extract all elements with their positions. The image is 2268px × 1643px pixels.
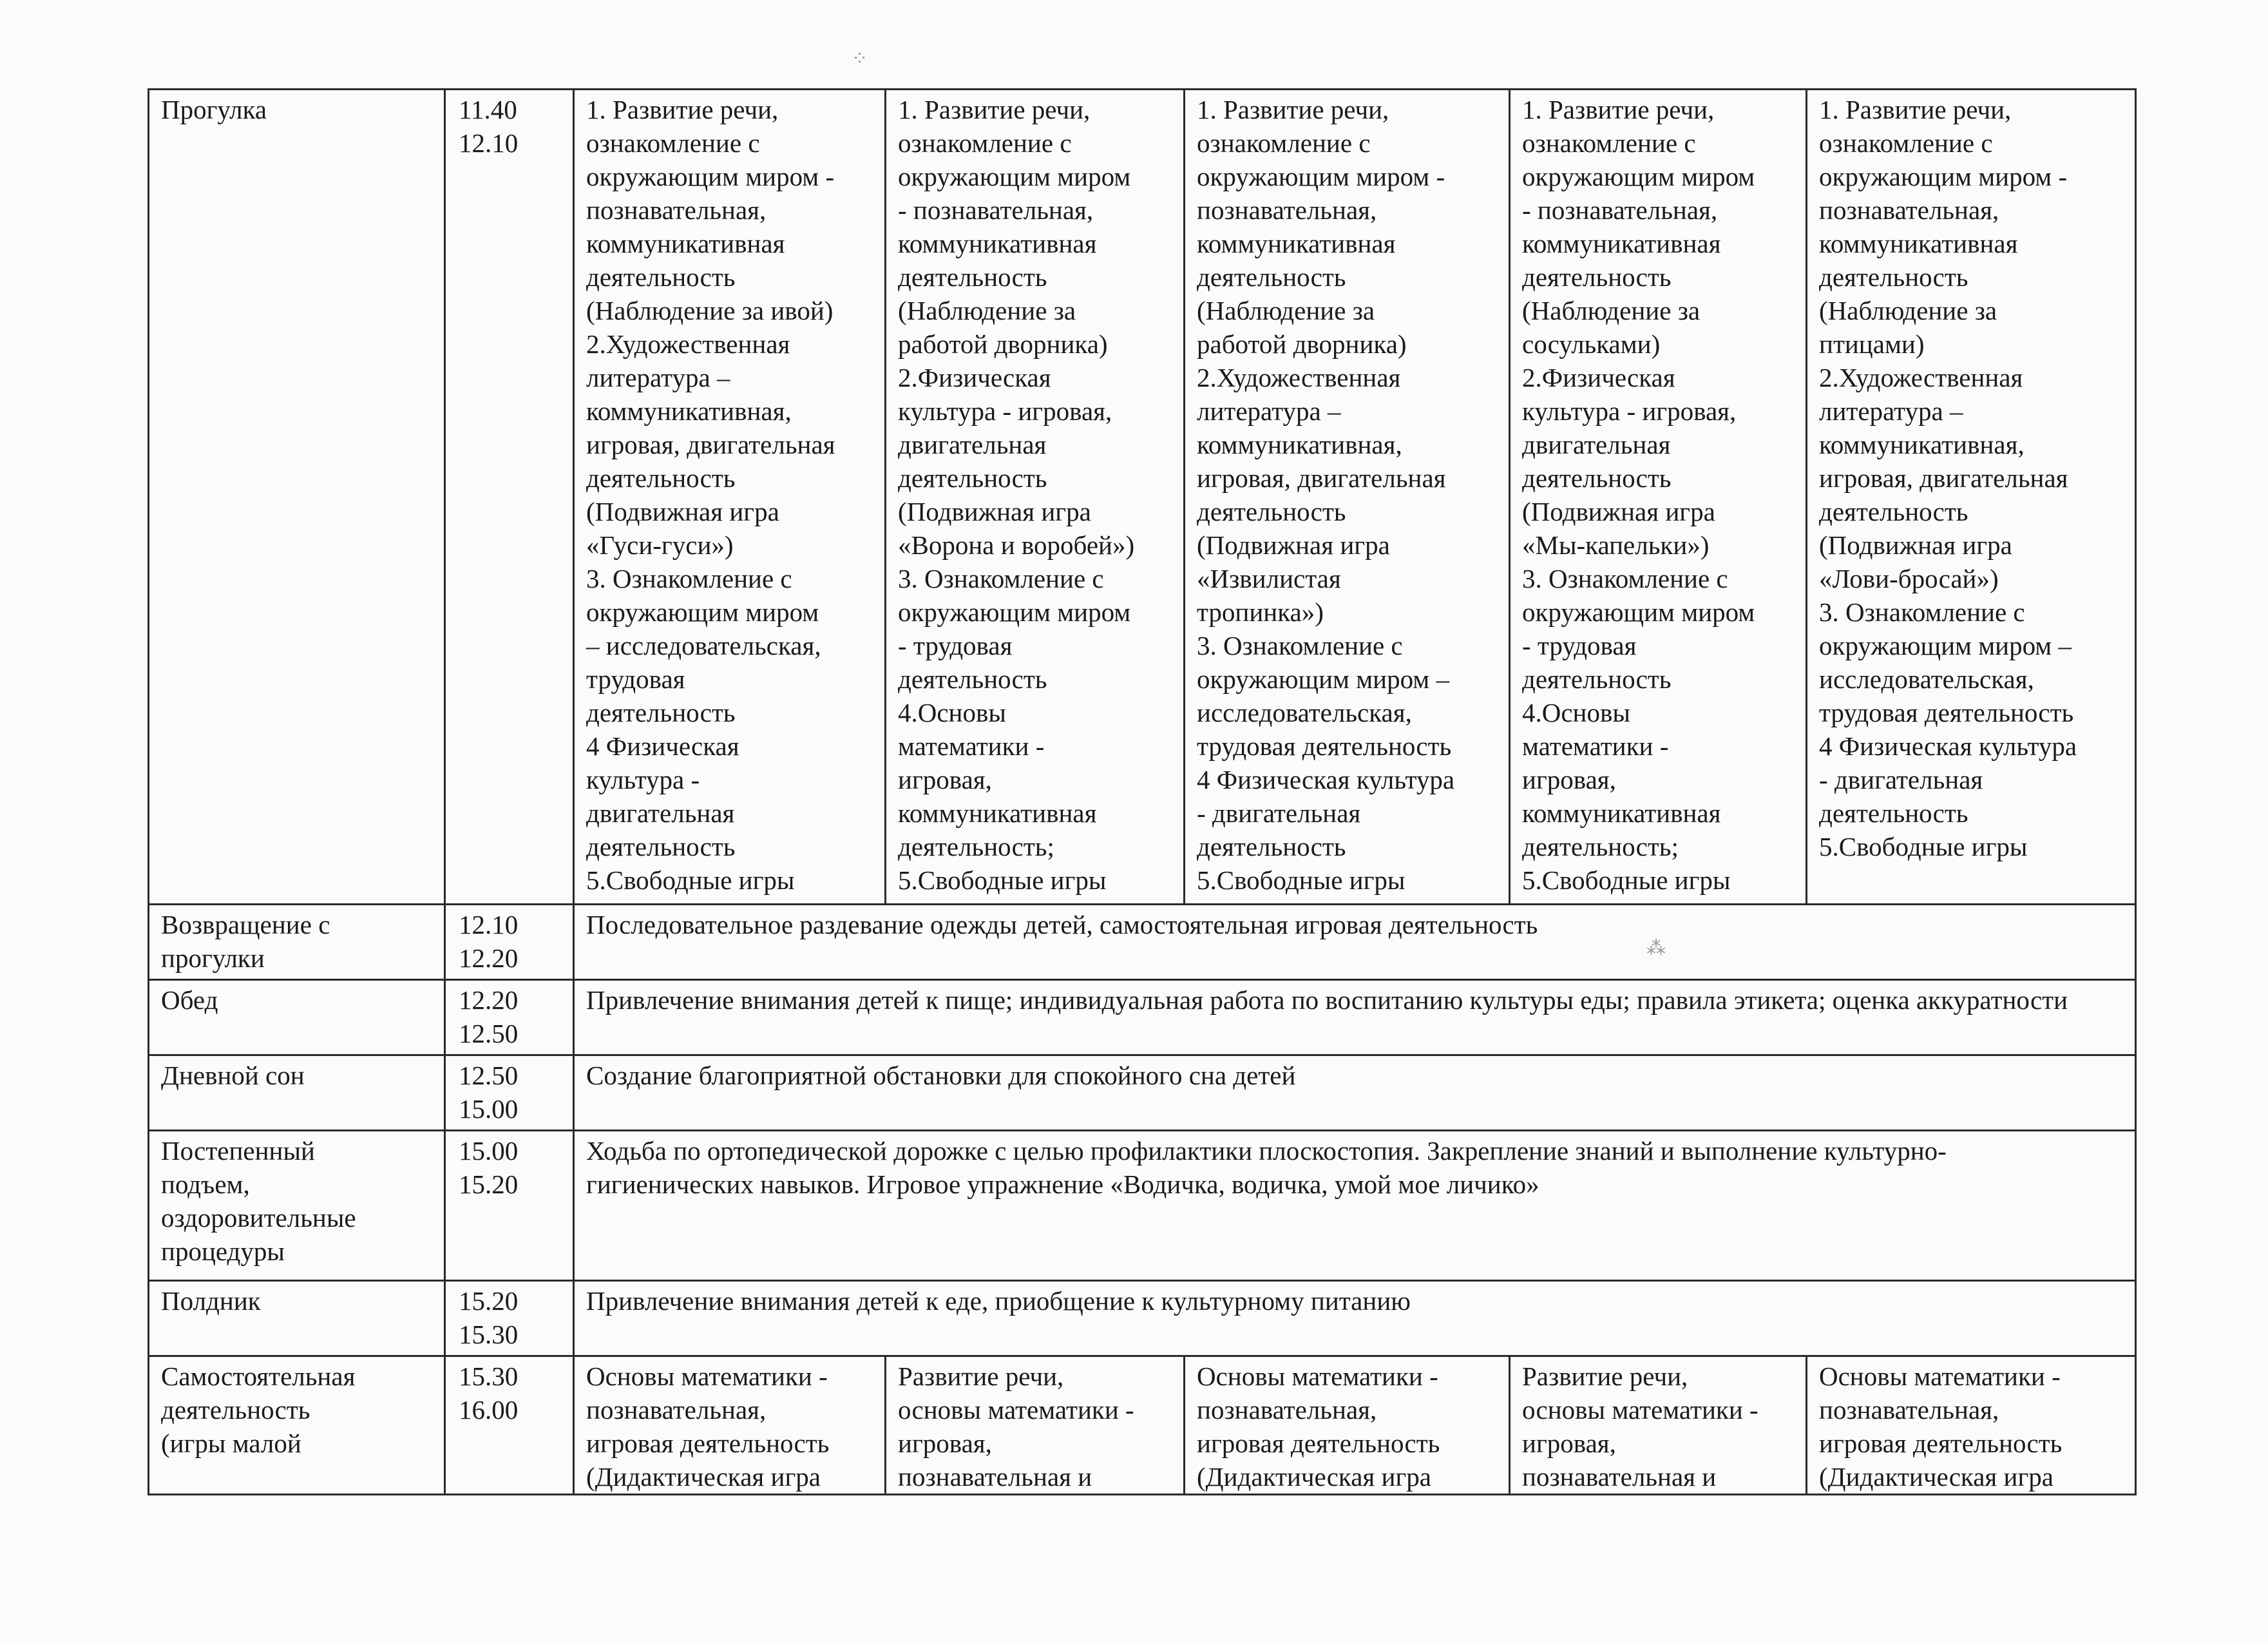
cell-line: деятельность	[1819, 798, 1968, 828]
cell-line: основы математики -	[898, 1395, 1134, 1425]
cell-line: птицами)	[1819, 329, 1925, 359]
activity-description: Привлечение внимания детей к пище; индивидуальная работа по воспитанию культуры еды; правила этикета; оценка аккуратности	[574, 980, 2136, 1055]
cell-line: (Подвижная игра	[1819, 530, 2012, 560]
activity-name: Обед	[161, 985, 218, 1015]
cell-line: 4 Физическая культура	[1197, 765, 1455, 794]
cell-line: двигательная	[586, 798, 735, 828]
table-row	[149, 1131, 2136, 1281]
cell-line: ознакомление с	[586, 128, 760, 158]
cell-line: деятельность	[1819, 262, 1968, 292]
cell-line: деятельность	[898, 664, 1047, 694]
cell-line: 3. Ознакомление с	[1522, 564, 1728, 593]
cell-line: - трудовая	[1522, 631, 1637, 660]
cell-line: Основы математики -	[1197, 1361, 1438, 1391]
cell-line: 5.Свободные игры	[1819, 832, 2028, 861]
cell-line: - познавательная,	[898, 195, 1094, 225]
scan-mark: ⁘	[852, 48, 868, 70]
activity-name: Возвращение с	[161, 910, 330, 939]
cell-line: двигательная	[1522, 430, 1671, 459]
activity-name: Полдник	[161, 1286, 261, 1316]
time-end: 12.50	[459, 1019, 519, 1048]
cell-line: 5.Свободные игры	[898, 865, 1107, 895]
cell-line: познавательная,	[1197, 195, 1377, 225]
cell-line: 4.Основы	[898, 698, 1006, 727]
activity-name-cell	[149, 905, 445, 980]
cell-line: – исследовательская,	[586, 631, 821, 660]
table-row	[149, 905, 2136, 980]
time-end: 15.20	[459, 1169, 519, 1199]
cell-line: 1. Развитие речи,	[898, 95, 1091, 124]
cell-line: Основы математики -	[1819, 1361, 2061, 1391]
cell-line: деятельность	[1197, 497, 1346, 526]
activity-name-cell	[149, 1131, 445, 1281]
cell-line: математики -	[898, 731, 1045, 761]
cell-line: (Подвижная игра	[898, 497, 1091, 526]
activity-name: Постепенный	[161, 1136, 315, 1166]
cell-line: ознакомление с	[1819, 128, 1993, 158]
cell-line: литература –	[1819, 396, 1963, 426]
cell-line: окружающим миром	[898, 162, 1131, 191]
cell-line: деятельность	[1197, 832, 1346, 861]
cell-line: окружающим миром –	[1819, 631, 2072, 660]
day-cell-2	[886, 90, 1185, 905]
cell-line: познавательная,	[1197, 1395, 1377, 1425]
cell-line: 3. Ознакомление с	[1819, 597, 2025, 627]
cell-line: «Извилистая	[1197, 564, 1341, 593]
cell-line: деятельность	[586, 698, 736, 727]
cell-line: двигательная	[898, 430, 1047, 459]
cell-line: игровая, двигательная	[1197, 463, 1446, 493]
cell-line: 1. Развитие речи,	[586, 95, 779, 124]
day-cell-4	[1510, 90, 1807, 905]
cell-line: коммуникативная	[1522, 229, 1721, 258]
cell-line: Основы математики -	[586, 1361, 828, 1391]
cell-line: 2.Художественная	[1197, 363, 1401, 392]
cell-line: 5.Свободные игры	[1522, 865, 1731, 895]
cell-line: ознакомление с	[1522, 128, 1696, 158]
cell-line: игровая,	[1522, 765, 1616, 794]
cell-line: деятельность	[1522, 664, 1672, 694]
cell-line: культура - игровая,	[898, 396, 1112, 426]
cell-line: окружающим миром	[898, 597, 1131, 627]
time-cell	[445, 1131, 574, 1281]
cell-line: (Подвижная игра	[586, 497, 779, 526]
cell-line: познавательная,	[586, 195, 767, 225]
time-end: 12.10	[459, 128, 519, 158]
cell-line: игровая, двигательная	[1819, 463, 2068, 493]
activity-name: Самостоятельная	[161, 1361, 356, 1391]
activity-name-cell	[149, 1055, 445, 1131]
day-cell-5	[1807, 1356, 2136, 1495]
cell-line: познавательная и	[898, 1462, 1092, 1492]
time-start: 11.40	[459, 95, 517, 124]
time-end: 15.00	[459, 1094, 519, 1124]
activity-name: Прогулка	[161, 95, 267, 124]
cell-line: окружающим миром	[586, 597, 819, 627]
cell-line: деятельность	[1522, 262, 1672, 292]
cell-line: игровая деятельность	[1819, 1428, 2063, 1458]
cell-line: коммуникативная	[1197, 229, 1396, 258]
cell-line: (Наблюдение за	[898, 296, 1076, 325]
cell-line: коммуникативная	[898, 798, 1097, 828]
day-cell-4	[1510, 1356, 1807, 1495]
cell-line: деятельность	[1522, 463, 1672, 493]
cell-line: деятельность;	[898, 832, 1054, 861]
table-row	[149, 1356, 2136, 1495]
cell-line: литература –	[1197, 396, 1341, 426]
cell-line: (Дидактическая игра	[1819, 1462, 2054, 1492]
cell-line: ознакомление с	[1197, 128, 1371, 158]
time-cell	[445, 90, 574, 905]
cell-line: 1. Развитие речи,	[1819, 95, 2012, 124]
cell-line: (Подвижная игра	[1522, 497, 1715, 526]
cell-line: «Мы-капельки»)	[1522, 530, 1710, 560]
time-start: 15.30	[459, 1361, 519, 1391]
cell-line: исследовательская,	[1819, 664, 2034, 694]
activity-name: оздоровительные	[161, 1203, 356, 1233]
cell-line: игровая, двигательная	[586, 430, 835, 459]
activity-name-cell	[149, 1356, 445, 1495]
activity-name: подъем,	[161, 1169, 250, 1199]
table-row	[149, 980, 2136, 1055]
activity-description: Последовательное раздевание одежды детей, самостоятельная игровая деятельность	[574, 905, 2136, 980]
cell-line: работой дворника)	[898, 329, 1108, 359]
activity-name-cell	[149, 1281, 445, 1356]
cell-line: культура - игровая,	[1522, 396, 1737, 426]
cell-line: коммуникативная,	[1197, 430, 1402, 459]
cell-line: сосульками)	[1522, 329, 1661, 359]
cell-line: - познавательная,	[1522, 195, 1718, 225]
cell-line: окружающим миром -	[1819, 162, 2068, 191]
cell-line: окружающим миром	[1522, 162, 1755, 191]
cell-line: (Дидактическая игра	[586, 1462, 821, 1492]
cell-line: 3. Ознакомление с	[1197, 631, 1403, 660]
cell-line: ознакомление с	[898, 128, 1072, 158]
cell-line: коммуникативная	[586, 229, 785, 258]
cell-line: познавательная,	[1819, 195, 1999, 225]
time-cell	[445, 905, 574, 980]
cell-line: деятельность	[586, 262, 736, 292]
cell-line: 3. Ознакомление с	[586, 564, 792, 593]
cell-line: познавательная,	[1819, 1395, 1999, 1425]
cell-line: 5.Свободные игры	[586, 865, 795, 895]
cell-line: коммуникативная	[1522, 798, 1721, 828]
time-cell	[445, 980, 574, 1055]
cell-line: математики -	[1522, 731, 1669, 761]
cell-line: (Подвижная игра	[1197, 530, 1390, 560]
cell-line: литература –	[586, 363, 730, 392]
cell-line: деятельность;	[1522, 832, 1679, 861]
time-cell	[445, 1055, 574, 1131]
activity-description: Привлечение внимания детей к еде, приобщение к культурному питанию	[574, 1281, 2136, 1356]
cell-line: трудовая деятельность	[1197, 731, 1452, 761]
cell-line: - двигательная	[1819, 765, 1983, 794]
time-cell	[445, 1356, 574, 1495]
time-start: 15.00	[459, 1136, 519, 1166]
time-start: 12.20	[459, 985, 519, 1015]
cell-line: (Наблюдение за	[1819, 296, 1997, 325]
cell-line: 5.Свободные игры	[1197, 865, 1406, 895]
cell-line: - двигательная	[1197, 798, 1361, 828]
cell-line: (Наблюдение за	[1197, 296, 1375, 325]
cell-line: 2.Художественная	[586, 329, 790, 359]
day-cell-1	[574, 90, 886, 905]
day-cell-2	[886, 1356, 1185, 1495]
time-cell	[445, 1281, 574, 1356]
day-cell-1	[574, 1356, 886, 1495]
activity-name: процедуры	[161, 1236, 285, 1266]
cell-line: деятельность	[1197, 262, 1346, 292]
table-row	[149, 1281, 2136, 1356]
cell-line: 4 Физическая	[586, 731, 739, 761]
table-row	[149, 90, 2136, 905]
cell-line: познавательная и	[1522, 1462, 1717, 1492]
cell-line: работой дворника)	[1197, 329, 1407, 359]
activity-name: (игры малой	[161, 1428, 301, 1458]
cell-line: деятельность	[586, 832, 736, 861]
scan-mark: ⁂	[1646, 937, 1666, 959]
time-start: 12.50	[459, 1061, 519, 1090]
activity-name: прогулки	[161, 943, 265, 973]
time-start: 12.10	[459, 910, 519, 939]
cell-line: коммуникативная,	[586, 396, 792, 426]
cell-line: «Гуси-гуси»)	[586, 530, 734, 560]
activity-name-cell	[149, 980, 445, 1055]
cell-line: деятельность	[898, 463, 1047, 493]
activity-description: Ходьба по ортопедической дорожке с целью профилактики плоскостопия. Закрепление знаний и выполнение культурно-гигиенических навыков. Игровое упражнение «Водичка, водичка, умой мое личико»	[574, 1131, 2136, 1281]
cell-line: (Наблюдение за	[1522, 296, 1701, 325]
cell-line: игровая,	[898, 765, 992, 794]
cell-line: деятельность	[898, 262, 1047, 292]
cell-line: (Дидактическая игра	[1197, 1462, 1431, 1492]
day-cell-3	[1185, 90, 1510, 905]
cell-line: 2.Физическая	[898, 363, 1051, 392]
cell-line: 3. Ознакомление с	[898, 564, 1104, 593]
activity-name: Дневной сон	[161, 1061, 305, 1090]
cell-line: 2.Физическая	[1522, 363, 1675, 392]
activity-name-cell	[149, 90, 445, 905]
cell-line: окружающим миром -	[1197, 162, 1445, 191]
day-cell-3	[1185, 1356, 1510, 1495]
cell-line: 4 Физическая культура	[1819, 731, 2077, 761]
cell-line: окружающим миром	[1522, 597, 1755, 627]
activity-description: Создание благоприятной обстановки для спокойного сна детей	[574, 1055, 2136, 1131]
table-row	[149, 1055, 2136, 1131]
cell-line: - трудовая	[898, 631, 1013, 660]
cell-line: (Наблюдение за ивой)	[586, 296, 834, 325]
cell-line: 4.Основы	[1522, 698, 1630, 727]
cell-line: игровая деятельность	[1197, 1428, 1440, 1458]
cell-line: Развитие речи,	[898, 1361, 1064, 1391]
cell-line: коммуникативная	[1819, 229, 2018, 258]
cell-line: деятельность	[586, 463, 736, 493]
cell-line: игровая деятельность	[586, 1428, 830, 1458]
cell-line: культура -	[586, 765, 700, 794]
cell-line: окружающим миром -	[586, 162, 835, 191]
cell-line: 2.Художественная	[1819, 363, 2023, 392]
cell-line: 1. Развитие речи,	[1197, 95, 1389, 124]
cell-line: коммуникативная,	[1819, 430, 2025, 459]
cell-line: деятельность	[1819, 497, 1968, 526]
cell-line: игровая,	[1522, 1428, 1616, 1458]
time-end: 12.20	[459, 943, 519, 973]
time-end: 15.30	[459, 1320, 519, 1349]
cell-line: трудовая деятельность	[1819, 698, 2074, 727]
cell-line: «Ворона и воробей»)	[898, 530, 1135, 560]
day-cell-5	[1807, 90, 2136, 905]
activity-name: деятельность	[161, 1395, 310, 1425]
cell-line: «Лови-бросай»)	[1819, 564, 1999, 593]
time-start: 15.20	[459, 1286, 519, 1316]
cell-line: основы математики -	[1522, 1395, 1758, 1425]
cell-line: игровая,	[898, 1428, 992, 1458]
cell-line: трудовая	[586, 664, 685, 694]
time-end: 16.00	[459, 1395, 519, 1425]
cell-line: Развитие речи,	[1522, 1361, 1688, 1391]
cell-line: окружающим миром –	[1197, 664, 1450, 694]
cell-line: 1. Развитие речи,	[1522, 95, 1715, 124]
daily-schedule-table	[148, 88, 2137, 1495]
cell-line: тропинка»)	[1197, 597, 1324, 627]
cell-line: исследовательская,	[1197, 698, 1412, 727]
cell-line: коммуникативная	[898, 229, 1097, 258]
cell-line: познавательная,	[586, 1395, 767, 1425]
